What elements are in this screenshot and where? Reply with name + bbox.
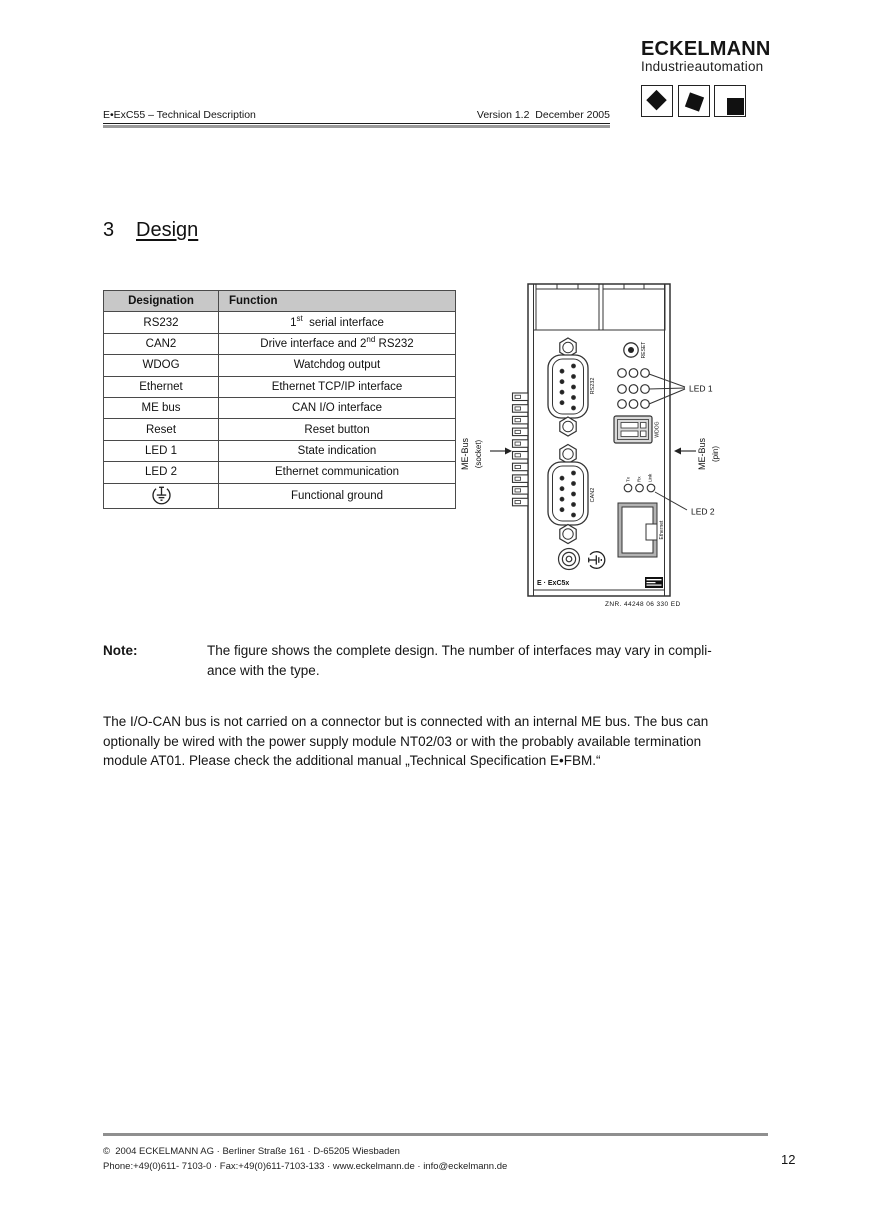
table-row	[104, 440, 456, 461]
table-row	[104, 355, 456, 376]
designation-cell: LED 1	[104, 440, 219, 461]
top-blocks	[534, 284, 666, 330]
table-row	[104, 462, 456, 483]
link-led-label: Link	[647, 473, 653, 482]
header-rule	[103, 123, 610, 124]
body-paragraph: The I/O-CAN bus is not carried on a connector but is connected with an internal ME bus. The bus can optionally be wired with the power supply module NT02/03 or with the probably available termination module AT01. Please check the additional manual „Technical Specification E•FBM.“	[103, 714, 709, 768]
can2-label: CAN2	[590, 487, 596, 503]
functional-ground-icon	[151, 484, 172, 505]
table-row	[104, 312, 456, 333]
function-cell: Ethernet TCP/IP interface	[219, 376, 456, 397]
me-bus-socket-teeth	[513, 393, 529, 506]
function-cell: CAN I/O interface	[219, 397, 456, 418]
designation-cell: RS232	[104, 312, 219, 333]
doc-header-title: E•ExC55 – Technical Description	[103, 109, 256, 121]
me-bus-pin-label: ME-Bus	[697, 437, 707, 471]
drawing-number: ZNR. 44248 06 330 ED	[605, 601, 681, 608]
designation-cell: WDOG	[104, 355, 219, 376]
column-header-designation: Designation	[104, 291, 219, 312]
design-table-body	[104, 312, 456, 508]
function-cell: Ethernet communication	[219, 462, 456, 483]
led2-pointer-line	[655, 492, 687, 510]
wdog-label: WDOG	[654, 421, 661, 438]
module-figure	[455, 276, 785, 612]
header-rule-shadow	[103, 125, 610, 128]
designation-cell: ME bus	[104, 397, 219, 418]
table-row	[104, 483, 456, 508]
note-block	[103, 641, 783, 680]
logo-wordmark: ECKELMANN	[641, 38, 771, 60]
can2-connector	[548, 445, 588, 544]
me-bus-socket-arrow	[490, 448, 512, 455]
function-cell: Functional ground	[219, 483, 456, 508]
me-bus-pin-arrow	[674, 448, 696, 455]
designation-cell: LED 2	[104, 462, 219, 483]
logo-tagline: Industrieautomation	[641, 59, 764, 74]
led1-pointer-lines	[649, 374, 685, 404]
column-header-function: Function	[219, 291, 456, 312]
table-row	[104, 397, 456, 418]
logo-square-diamond-icon	[641, 85, 673, 117]
table-row	[104, 376, 456, 397]
company-logo	[641, 39, 771, 117]
doc-header-version: Version 1.2 December 2005	[476, 109, 610, 121]
ground-stud	[559, 549, 580, 570]
led1-label: LED 1	[689, 383, 713, 394]
footer-address: © 2004 ECKELMANN AG · Berliner Straße 161 · D-65205 Wiesbaden Phone:+49(0)611- 7103-0 · Fax:+49(0)611-7103-133 · www.eckelmann.de · info@eckelmann.de	[103, 1146, 508, 1172]
page-title: Design	[136, 219, 199, 241]
designation-cell	[104, 483, 219, 508]
designation-cell: Ethernet	[104, 376, 219, 397]
rx-led-label: Rx	[636, 476, 642, 482]
logo-squares	[641, 85, 771, 117]
function-cell: Drive interface and 2nd RS232	[219, 333, 456, 354]
device-name-label: E · ExC5x	[537, 580, 570, 587]
rs232-connector	[548, 338, 588, 436]
note-label: Note:	[103, 643, 138, 658]
table-row	[104, 419, 456, 440]
section-number: 3	[103, 219, 115, 241]
me-bus-socket-label: ME-Bus	[460, 437, 470, 471]
table-header-row	[104, 291, 456, 312]
rs232-label: RS232	[590, 377, 596, 395]
led1-grid	[618, 369, 650, 409]
tx-led-label: Tx	[625, 477, 631, 482]
mini-logo	[645, 577, 663, 588]
function-cell: State indication	[219, 440, 456, 461]
designation-cell: CAN2	[104, 333, 219, 354]
led2-label: LED 2	[691, 506, 715, 517]
functional-ground-icon	[589, 552, 605, 569]
led2-row	[624, 484, 655, 492]
me-bus-pin-sublabel: (pin)	[711, 445, 720, 463]
function-cell: 1st serial interface	[219, 312, 456, 333]
logo-square-corner-icon	[714, 85, 746, 117]
table-row	[104, 333, 456, 354]
logo-square-tilted-icon	[678, 85, 710, 117]
note-text: The figure shows the complete design. The number of interfaces may vary in compli- ance with the type.	[207, 643, 712, 678]
reset-label: RESET	[641, 341, 647, 359]
wdog-connector	[614, 416, 652, 443]
ethernet-label: Ethernet	[659, 520, 665, 540]
ethernet-port	[618, 503, 657, 557]
function-cell: Watchdog output	[219, 355, 456, 376]
design-table	[103, 290, 456, 509]
section-heading	[103, 219, 198, 242]
function-cell: Reset button	[219, 419, 456, 440]
reset-button	[624, 343, 638, 357]
footer-rule	[103, 1133, 768, 1136]
me-bus-socket-sublabel: (socket)	[474, 439, 483, 469]
designation-cell: Reset	[104, 419, 219, 440]
page-number: 12	[781, 1152, 796, 1167]
